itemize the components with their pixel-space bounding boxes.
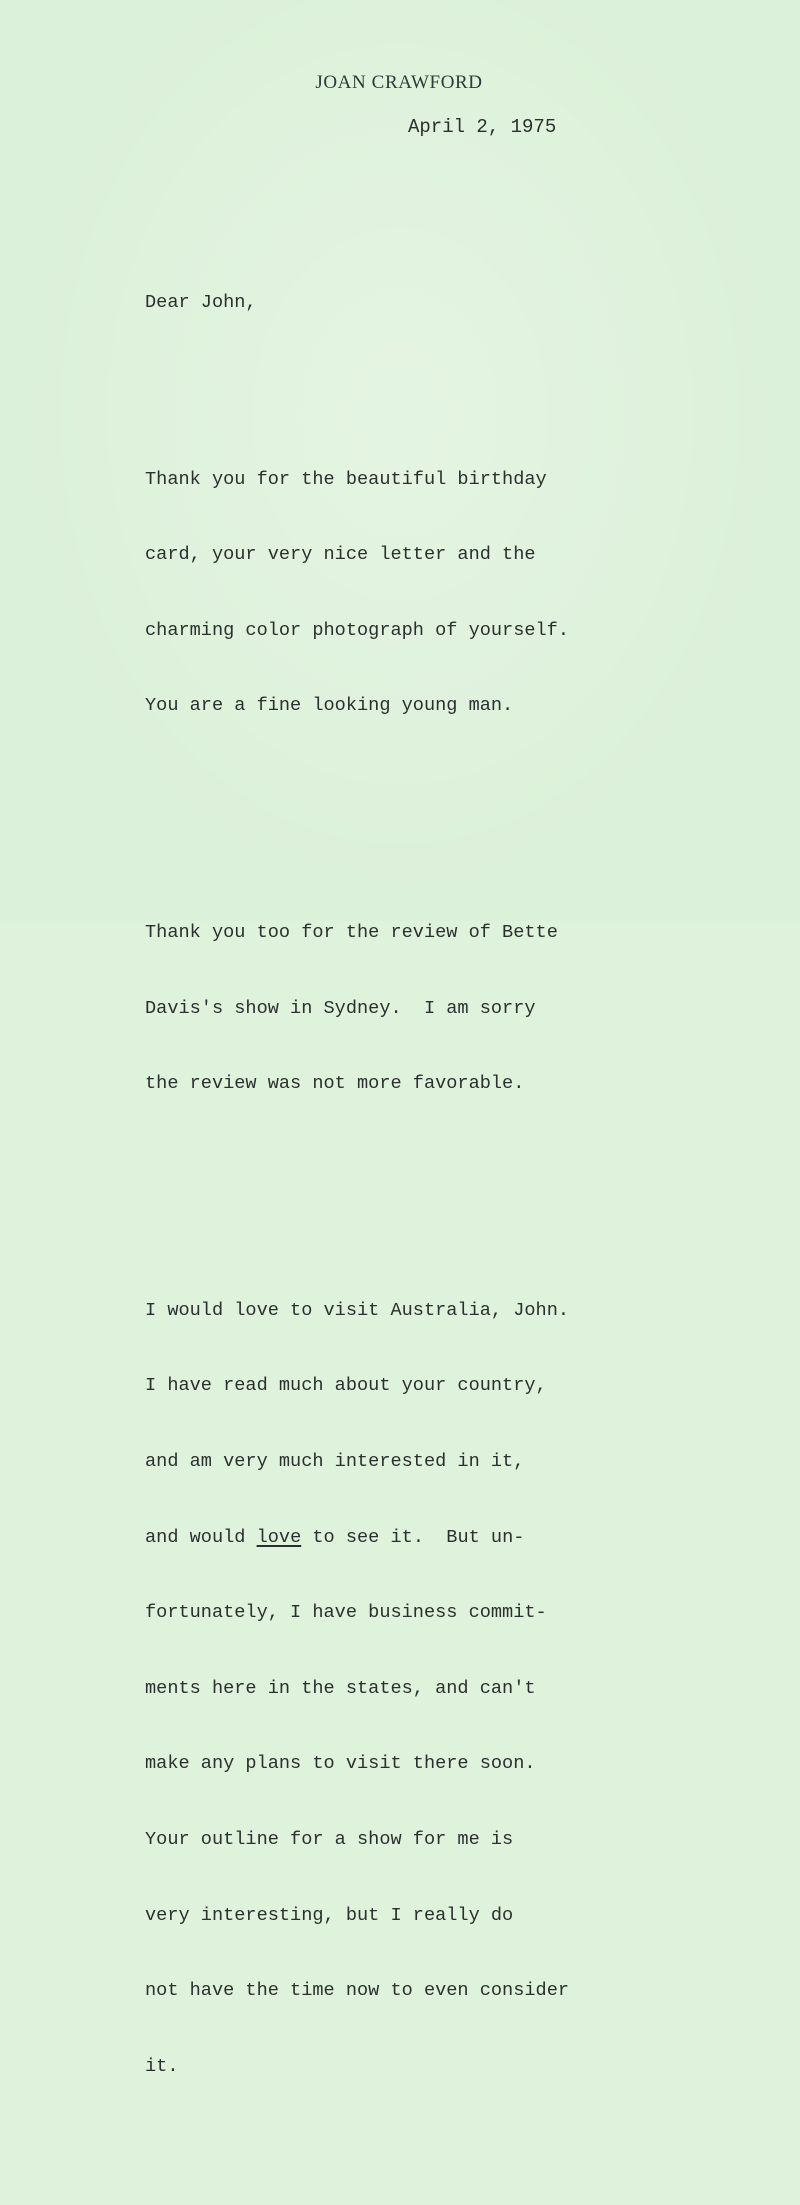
paragraph-3	[145, 1247, 569, 2129]
paragraph-line: I would love to visit Australia, John.	[145, 1299, 570, 1321]
paragraph-line: ments here in the states, and can't	[145, 1677, 536, 1699]
paragraph-line: charming color photograph of yourself.	[145, 619, 570, 641]
paragraph-line: Davis's show in Sydney. I am sorry	[145, 997, 536, 1019]
paragraph-line: it.	[145, 2055, 179, 2077]
paragraph-1	[145, 416, 569, 769]
salutation: Dear John,	[145, 292, 257, 314]
line-segment: to see it. But un-	[301, 1526, 525, 1548]
paragraph-line	[145, 1525, 569, 1550]
paragraph-line: Thank you for the beautiful birthday	[145, 468, 547, 490]
paragraph-line: and am very much interested in it,	[145, 1451, 525, 1472]
paragraph-line: You are a fine looking young man.	[145, 695, 514, 717]
paragraph-line: card, your very nice letter and the	[145, 544, 536, 566]
letter-date: April 2, 1975	[408, 116, 557, 138]
letterhead-name: JOAN CRAWFORD	[315, 72, 483, 93]
paragraph-line: not have the time now to even consider	[145, 1980, 570, 2002]
paragraph-line: fortunately, I have business commit-	[145, 1602, 547, 1624]
letterhead	[0, 72, 800, 94]
line-segment: and would	[145, 1526, 257, 1548]
paragraph-line: Your outline for a show for me is	[145, 1828, 514, 1850]
paragraph-line: the review was not more favorable.	[145, 1073, 525, 1095]
paragraph-line: Thank you too for the review of Bette	[145, 922, 558, 944]
paragraph-2	[145, 870, 569, 1147]
letter-body	[145, 240, 569, 2205]
paragraph-line: I have read much about your country,	[145, 1375, 547, 1397]
underlined-word: love	[256, 1526, 302, 1548]
paragraph-line: make any plans to visit there soon.	[145, 1753, 536, 1775]
paragraph-line: very interesting, but I really do	[145, 1904, 514, 1926]
